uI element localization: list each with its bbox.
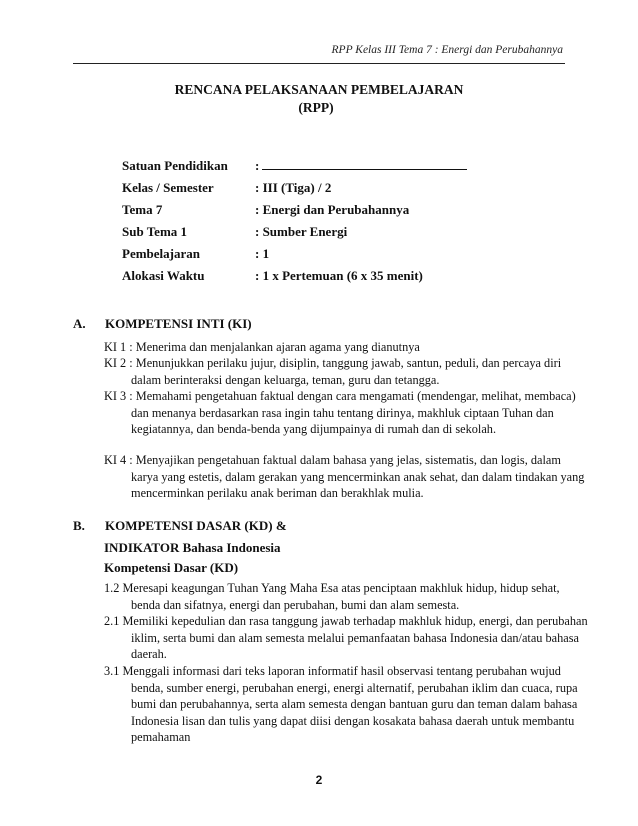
page-number: 2 bbox=[315, 773, 323, 787]
identity-table bbox=[122, 155, 467, 287]
section-title: KOMPETENSI INTI (KI) bbox=[105, 316, 252, 331]
info-label: Kelas / Semester bbox=[122, 180, 214, 195]
header-rule bbox=[73, 63, 565, 64]
blank-line bbox=[262, 156, 467, 170]
info-value: : 1 x Pertemuan (6 x 35 menit) bbox=[255, 268, 423, 283]
info-label: Alokasi Waktu bbox=[122, 268, 205, 283]
info-row bbox=[122, 155, 467, 177]
info-label: Tema 7 bbox=[122, 202, 163, 217]
section-title: KOMPETENSI DASAR (KD) & bbox=[105, 518, 287, 533]
section-letter: B. bbox=[73, 518, 85, 533]
info-row bbox=[122, 177, 467, 199]
info-value: : 1 bbox=[255, 246, 270, 261]
info-row bbox=[122, 199, 467, 221]
document-subtitle-text: (RPP) bbox=[298, 100, 334, 115]
info-value bbox=[255, 155, 467, 177]
section-letter: A. bbox=[73, 316, 86, 331]
kd-item: 3.1 Menggali informasi dari teks laporan informatif hasil observasi tentang perubahan wujud benda, sumber energi, perubahan energi, energi alternatif, perubahan iklim dan cuaca, rupa bumi dan perubahannya, serta alam semesta dengan bantuan guru dan teman dalam bahasa Indonesia lisan dan tulis yang dapat diisi dengan kosakata bahasa daerah untuk membantu pemahaman bbox=[104, 664, 578, 745]
info-value-text: : bbox=[255, 158, 260, 173]
kd-heading: Kompetensi Dasar (KD) bbox=[104, 560, 239, 575]
info-row bbox=[122, 265, 467, 287]
kd-item: 1.2 Meresapi keagungan Tuhan Yang Maha Esa atas penciptaan makhluk hidup, hidup sehat, benda dan sifatnya, energi dan perubahan, bumi dan alam semesta. bbox=[104, 581, 560, 612]
info-value: : Energi dan Perubahannya bbox=[255, 202, 410, 217]
section-subtitle: INDIKATOR Bahasa Indonesia bbox=[104, 540, 281, 555]
info-value: : III (Tiga) / 2 bbox=[255, 180, 332, 195]
info-row bbox=[122, 243, 467, 265]
ki-item: KI 3 : Memahami pengetahuan faktual dengan cara mengamati (mendengar, melihat, membaca) dan menanya berdasarkan rasa ingin tahu tentang dirinya, makhluk ciptaan Tuhan dan kegiatannya, dan benda-benda yang dijumpainya di rumah dan di sekolah. bbox=[104, 389, 576, 437]
info-row bbox=[122, 221, 467, 243]
ki-item: KI 1 : Menerima dan menjalankan ajaran agama yang dianutnya bbox=[104, 340, 420, 354]
ki-item: KI 4 : Menyajikan pengetahuan faktual dalam bahasa yang jelas, sistematis, dan logis, dalam karya yang estetis, dalam gerakan yang mencerminkan anak sehat, dan dalam tindakan yang mencerminkan perilaku anak beriman dan berakhlak mulia. bbox=[104, 453, 585, 501]
kd-item: 2.1 Memiliki kepedulian dan rasa tanggung jawab terhadap makhluk hidup, energi, dan perubahan iklim, serta bumi dan alam semesta melalui pemanfaatan bahasa Indonesia dan/atau bahasa daerah. bbox=[104, 614, 588, 662]
document-subtitle bbox=[0, 99, 638, 117]
info-value: : Sumber Energi bbox=[255, 224, 348, 239]
ki-item: KI 2 : Menunjukkan perilaku jujur, disiplin, tanggung jawab, santun, peduli, dan percaya diri dalam berinteraksi dengan keluarga, teman, guru dan tetangga. bbox=[104, 356, 562, 387]
info-label: Pembelajaran bbox=[122, 246, 200, 261]
info-label: Sub Tema 1 bbox=[122, 224, 188, 239]
document-title: RENCANA PELAKSANAAN PEMBELAJARAN bbox=[174, 82, 464, 97]
info-label: Satuan Pendidikan bbox=[122, 158, 228, 173]
running-header: RPP Kelas III Tema 7 : Energi dan Perubahannya bbox=[331, 44, 563, 56]
